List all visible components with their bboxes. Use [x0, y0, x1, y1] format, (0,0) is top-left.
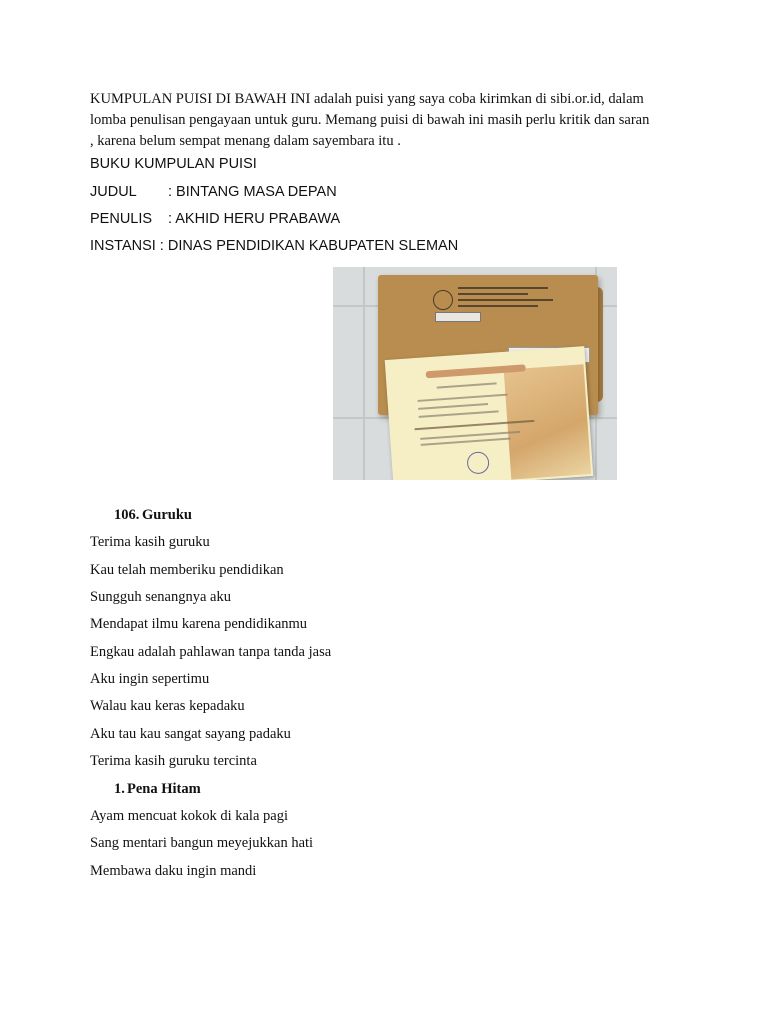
poem-line: Walau kau keras kepadaku: [90, 698, 245, 714]
book-author-label: PENULIS: [90, 211, 153, 227]
poem-line: Kau telah memberiku pendidikan: [90, 562, 284, 578]
poem-title: Guruku: [142, 507, 192, 523]
book-title-line: [90, 184, 337, 200]
poem-line: Terima kasih guruku: [90, 534, 210, 550]
book-author-value: : AKHID HERU PRABAWA: [168, 211, 341, 227]
stamp-icon: [466, 451, 489, 474]
poem-line: Sang mentari bangun meyejukkan hati: [90, 835, 314, 851]
intro-line: lomba penulisan pengayaan untuk guru. Memang puisi di bawah ini masih perlu kritik dan saran: [90, 112, 650, 128]
poem-line: Aku tau kau sangat sayang padaku: [90, 726, 291, 742]
intro-paragraph: [90, 89, 690, 152]
poem-line: Terima kasih guruku tercinta: [90, 753, 257, 769]
poem-heading: [114, 507, 192, 524]
poem-line: Membawa daku ingin mandi: [90, 863, 257, 879]
poem-line: Mendapat ilmu karena pendidikanmu: [90, 616, 308, 632]
seal-icon: [433, 290, 453, 310]
poem-heading: [114, 781, 201, 798]
book-title-value: : BINTANG MASA DEPAN: [168, 184, 337, 200]
intro-line: KUMPULAN PUISI DI BAWAH INI adalah puisi yang saya coba kirimkan di sibi.or.id, dalam: [90, 91, 644, 107]
book-institution-line: [90, 238, 458, 254]
book-heading: BUKU KUMPULAN PUISI: [90, 156, 257, 172]
poem-line: Engkau adalah pahlawan tanpa tanda jasa: [90, 644, 332, 660]
poem-line: Aku ingin sepertimu: [90, 671, 210, 687]
envelope-certificate-photo: [333, 267, 617, 480]
envelope-stamp: [435, 312, 481, 322]
book-title-label: JUDUL: [90, 184, 137, 200]
poem-line: Sungguh senangnya aku: [90, 589, 231, 605]
book-author-line: [90, 211, 340, 227]
poem-title: Pena Hitam: [127, 781, 201, 797]
book-institution-value: : DINAS PENDIDIKAN KABUPATEN SLEMAN: [159, 238, 459, 254]
intro-line: , karena belum sempat menang dalam sayembara itu .: [90, 133, 401, 149]
poem-line: Ayam mencuat kokok di kala pagi: [90, 808, 288, 824]
book-institution-label: INSTANSI: [90, 238, 156, 254]
poem-number: 106.: [114, 507, 140, 523]
poem-number: 1.: [114, 781, 125, 797]
certificate: [385, 346, 594, 480]
